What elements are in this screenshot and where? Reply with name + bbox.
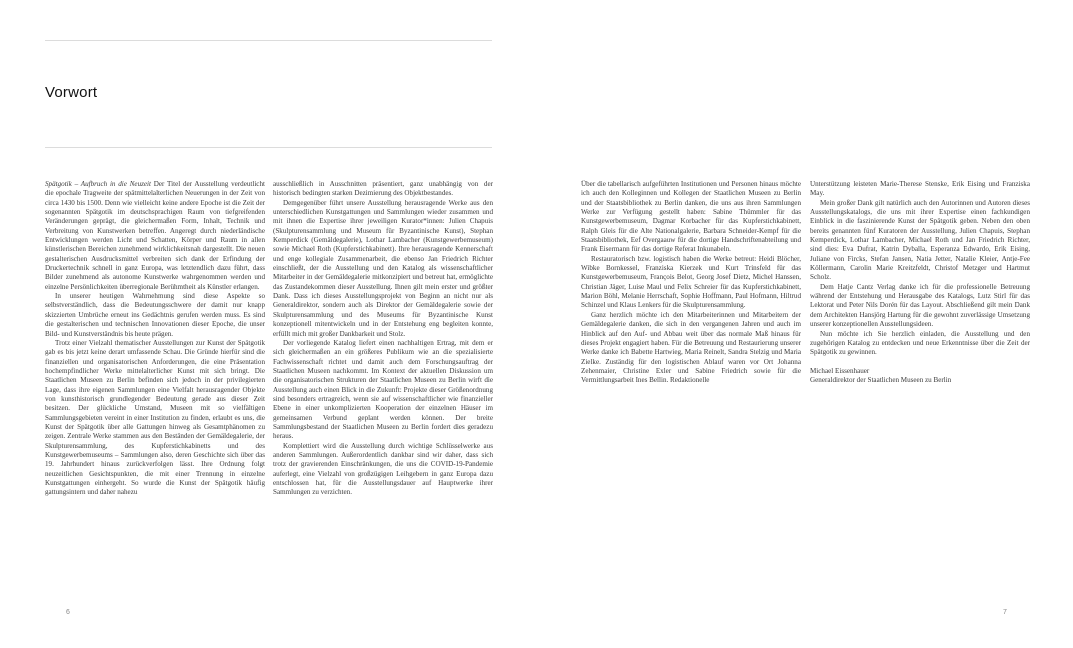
text-column-1 xyxy=(45,180,265,498)
paragraph: Demgegenüber führt unsere Ausstellung herausragende Werke aus den unterschiedlichen Kunstgattungen und Sammlungen wieder zusammen und mit ihnen die Expertise ihrer jeweiligen Kurator*innen: Julien Chapuis (Skulpturensammlung und Museum für Byzantinische Kunst), Stephan Kemperdick (Gemäldegalerie), Lothar Lambacher (Kunstgewerbemuseum) sowie Michael Roth (Kupferstichkabinett). Ihre herausragende Kennerschaft und enge kollegiale Zusammenarbeit, die ebenso Jan Friedrich Richter einschließt, der die Ausstellung und den Katalog als wissenschaftlicher Mitarbeiter in der Gemäldegalerie mitkonzipiert und betreut hat, ermöglichte das Zustandekommen dieser Ausstellung. Ihnen gilt mein erster und größter Dank. Dass ich dieses Ausstellungsprojekt von Beginn an nicht nur als Generaldirektor, sondern auch als Direktor der Gemäldegalerie sowie der Skulpturensammlung und des Museums für Byzantinische Kunst konzeptionell mitentwickeln und in der Entstehung eng begleiten konnte, erfüllt mich mit großer Dankbarkeit und Stolz. xyxy=(273,198,493,338)
paragraph: Komplettiert wird die Ausstellung durch wichtige Schlüsselwerke aus anderen Sammlungen. Außerordentlich dankbar sind wir daher, dass sich trotz der gravierenden Einschränkungen, die uns die COVID-19-Pandemie auferlegt, eine Vielzahl von großzügigen Leihgebern in ganz Europa dazu entschlossen hat, für die Ausstellungsdauer auf Hauptwerke ihrer Sammlungen zu verzichten. xyxy=(273,441,493,497)
paragraph: Über die tabellarisch aufgeführten Institutionen und Personen hinaus möchte ich auch den Kolleginnen und Kollegen der Staatlichen Museen zu Berlin und der Staatsbibliothek zu Berlin danken, die uns aus ihren Sammlungen Werke zur Verfügung gestellt haben: Sabine Thümmler für das Kunstgewerbemuseum, Dagmar Korbacher für das Kupferstichkabinett, Ralph Gleis für die Alte Nationalgalerie, Barbara Schneider-Kempf für die Staatsbibliothek, Eef Overgaauw für die dortige Handschriftenabteilung und Frank Eisermann für das dortige Referat Inkunabeln. xyxy=(581,180,801,254)
paragraph: Der vorliegende Katalog liefert einen nachhaltigen Ertrag, mit dem er sich gleichermaßen an ein größeres Publikum wie an die spezialisierte Fachwissenschaft richtet und damit auch dem Forschungsauftrag der Staatlichen Museen nachkommt. Im Kontext der aktuellen Diskussion um die organisatorischen Strukturen der Staatlichen Museen zu Berlin wirft die Ausstellung auch einen Blick in die Zukunft: Projekte dieser Größenordnung sind besonders ertragreich, wenn sie auf wissenschaftlicher wie finanzieller Ebene in einer unkomplizierten Kooperation der einzelnen Häuser im gemeinsamen Verbund geplant werden können. Der breite Sammlungsbestand der Staatlichen Museen zu Berlin fordert dies geradezu heraus. xyxy=(273,338,493,441)
paragraph: Trotz einer Vielzahl thematischer Ausstellungen zur Kunst der Spätgotik gab es bis jetzt keine derart umfassende Schau. Die Gründe hierfür sind die finanziellen und organisatorischen Anforderungen, die eine Präsentation hochempfindlicher Werke mittelalterlicher Kunst mit sich bringt. Die Staatlichen Museen zu Berlin befinden sich jedoch in der privilegierten Lage, dass ihre eigenen Sammlungen eine Vielfalt herausragender Objekte von kunsthistorisch grundlegender Bedeutung gerade aus dieser Zeit besitzen. Der glückliche Umstand, Museen mit so vielfältigen Sammlungsgebieten vereint in einer Institution zu finden, erlaubt es uns, die Kunst der Spätgotik über alle Gattungen hinweg als Gesamtphänomen zu zeigen. Zentrale Werke stammen aus den Beständen der Gemäldegalerie, der Skulpturensammlung, des Kupferstichkabinetts und des Kunstgewerbemuseums – Sammlungen also, deren Geschichte sich über das 19. Jahrhundert hinaus zurückverfolgen lässt. Ihre Ordnung folgt neuzeitlichen Gesichtspunkten, die mit einer Trennung in einzelne Kunstgattungen einhergeht. So wurde die Kunst der Spätgotik häufig gattungsintern und daher nahezu xyxy=(45,338,265,497)
lead-text: Der Titel der Ausstellung verdeutlicht die epochale Tragweite der spätmittelalterlichen Neuerungen in der Zeit von circa 1430 bis 1500. Denn wie vielleicht keine andere Epoche ist die Zeit der sogenannten Spätgotik im deutschsprachigen Raum von tiefgreifenden Veränderungen geprägt, die gleichermaßen Form, Inhalt, Technik und Verbreitung von Kunstwerken betreffen. Angeregt durch niederländische Entwicklungen werden Licht und Schatten, Körper und Raum in allen künstlerischen Bereichen zunehmend wirklichkeitsnah dargestellt. Die neuen gestalterischen Ausdrucksmittel verbreiten sich dank der Erfindung der Druckertechnik schnell in ganz Europa, was letztendlich dazu führt, dass Bilder zunehmend als autonome Kunstwerke wahrgenommen werden und einzelne Persönlichkeiten überregionale Berühmtheit als Künstler erlangen. xyxy=(45,180,265,291)
paragraph: ausschließlich in Ausschnitten präsentiert, ganz unabhängig von der historisch bedingten starken Dezimierung des Objektbestandes. xyxy=(273,180,493,198)
text-column-4 xyxy=(810,180,1030,385)
paragraph: In unserer heutigen Wahrnehmung sind diese Aspekte so selbstverständlich, dass die Bedeutungsschwere der damit nur knapp skizzierten Umbrüche erneut ins Gedächtnis gerufen werden muss. Es sind die gestalterischen und technischen Innovationen dieser Epoche, die unser Bild- und Kunstverständnis bis heute prägen. xyxy=(45,292,265,338)
page-title: Vorwort xyxy=(45,84,98,101)
lead-title: Spätgotik – Aufbruch in die Neuzeit xyxy=(45,180,151,188)
left-page xyxy=(0,0,536,648)
paragraph: Mein großer Dank gilt natürlich auch den Autorinnen und Autoren dieses Ausstellungskatalogs, die uns mit ihrer Expertise einen fachkundigen Einblick in die faszinierende Kunst der Spätgotik geben. Neben den oben bereits genannten fünf Kuratoren der Ausstellung, Julien Chapuis, Stephan Kemperdick, Lothar Lambacher, Michael Roth und Jan Friedrich Richter, sind dies: Eva Dufrat, Katrin Dyballa, Esperanza Edwardo, Erik Eising, Juliane von Fircks, Stefan Jansen, Natia Jetter, Natalie Kleier, Antje-Fee Köllermann, Carolin Marie Kreitzfeldt, Christof Metzger und Hartmut Scholz. xyxy=(810,198,1030,282)
right-page xyxy=(537,0,1073,648)
page-number-left: 6 xyxy=(66,609,70,616)
signature-name: Michael Eissenhauer xyxy=(810,366,870,375)
paragraph: Nun möchte ich Sie herzlich einladen, die Ausstellung und den zugehörigen Katalog zu entdecken und neue Erkenntnisse über die Zeit der Spätgotik zu gewinnen. xyxy=(810,329,1030,357)
top-rule xyxy=(45,40,492,41)
page-number-right: 7 xyxy=(1003,609,1007,616)
text-column-2 xyxy=(273,180,493,498)
paragraph: Dem Hatje Cantz Verlag danke ich für die professionelle Betreuung während der Entstehung und Herausgabe des Katalogs, Lutz Stirl für das Lektorat und Peter Nils Dorén für das Layout. Abschließend gilt mein Dank dem Architekten Hansjörg Hartung für die gewohnt zuverlässige Umsetzung unserer konzeptionellen Ausstellungsideen. xyxy=(810,282,1030,329)
paragraph: Unterstützung leisteten Marie-Therese Stenske, Erik Eising und Franziska May. xyxy=(810,180,1030,198)
signature-title: Generaldirektor der Staatlichen Museen zu Berlin xyxy=(810,375,952,384)
paragraph: Ganz herzlich möchte ich den Mitarbeiterinnen und Mitarbeitern der Gemäldegalerie danken, die sich in den vergangenen Jahren und auch im Hinblick auf den Auf- und Abbau weit über das normale Maß hinaus für dieses Projekt engagiert haben. Für die Betreuung und Restaurierung unserer Werke danke ich Babette Hartwieg, Maria Reinelt, Sandra Stelzig und Maria Zielke. Zuständig für den logistischen Ablauf waren vor Ort Johanna Zehenmaier, Christine Exler und Sabine Friedrich sowie für die Vermittlungsarbeit Ines Bellin. Redaktionelle xyxy=(581,310,801,385)
title-rule xyxy=(45,147,492,148)
text-column-3 xyxy=(581,180,801,386)
paragraph: Restauratorisch bzw. logistisch haben die Werke betreut: Heidi Blöcher, Wibke Bornkessel, Franziska Kierzek und Kurt Trinsfeld für das Kunstgewerbemuseum, François Belot, Georg Josef Dietz, Michel Hanssen, Christian Jäger, Luise Maul und Felix Schreier für das Kupferstichkabinett, Marion Böhl, Melanie Herrschaft, Sophie Hoffmann, Paul Hofmann, Hiltrud Schinzel und Klaus Lenkers für die Skulpturensammlung. xyxy=(581,254,801,310)
paragraph xyxy=(45,180,265,292)
